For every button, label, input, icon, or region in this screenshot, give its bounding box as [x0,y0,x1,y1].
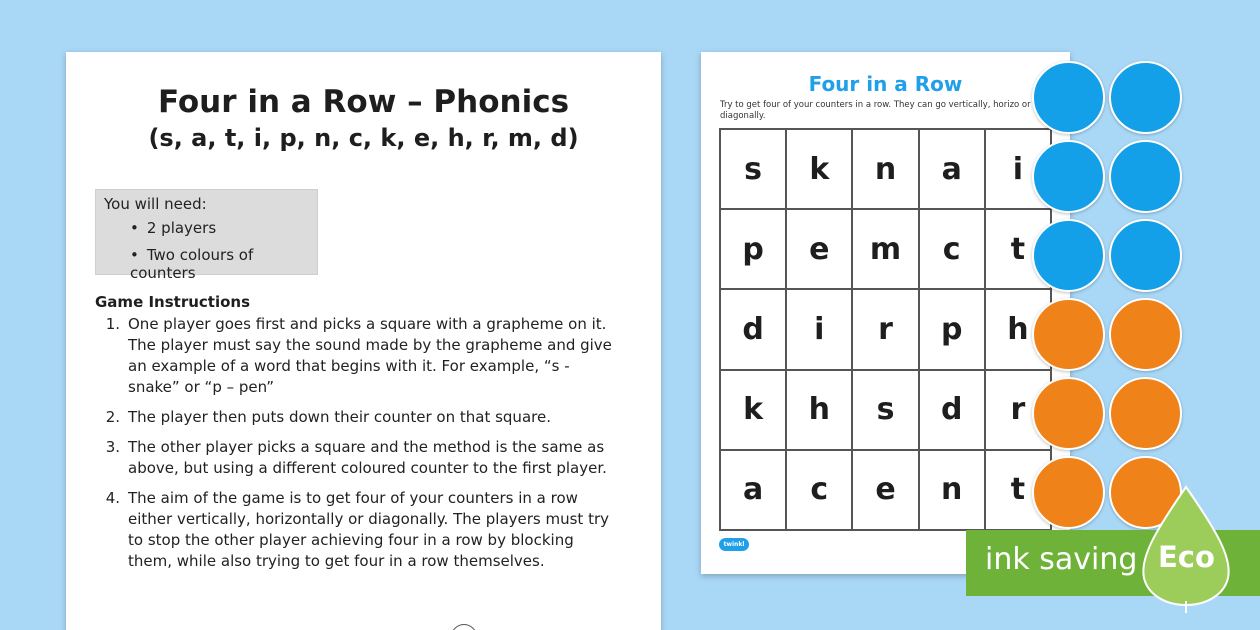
grid-cell[interactable]: t [985,209,1051,289]
instruction-step [95,314,620,398]
grid-cell[interactable]: s [852,370,918,450]
ink-saving-label: ink saving [985,542,1138,577]
grid-cell[interactable]: p [919,289,985,369]
grid-cell[interactable]: i [786,289,852,369]
grid-cell[interactable]: m [852,209,918,289]
grid-cell[interactable]: r [852,289,918,369]
blue-counter[interactable] [1032,219,1105,292]
grid-cell[interactable]: n [919,450,985,530]
need-list [130,219,309,282]
instructions-list [95,314,620,581]
orange-counter[interactable] [1032,377,1105,450]
grid-cell[interactable]: k [786,129,852,209]
instructions-sheet [66,52,661,630]
grid-cell[interactable]: h [786,370,852,450]
orange-counter[interactable] [1109,298,1182,371]
step-text: The other player picks a square and the method is the same as above, but using a different coloured counter to the first player. [128,438,607,477]
grid-cell[interactable]: p [720,209,786,289]
step-number: 3. [105,438,120,456]
orange-counter[interactable] [1109,377,1182,450]
circle-icon [451,624,477,630]
grid-cell[interactable]: n [852,129,918,209]
board-title: Four in a Row [808,72,963,96]
blue-counter[interactable] [1109,61,1182,134]
instruction-step [95,407,620,428]
grid-cell[interactable]: a [720,450,786,530]
footer-decoration [451,624,551,630]
grid-cell[interactable]: d [720,289,786,369]
step-number: 2. [105,408,120,426]
grid-cell[interactable]: d [919,370,985,450]
need-heading: You will need: [104,195,207,213]
instructions-heading: Game Instructions [95,293,251,311]
grid-cell[interactable]: e [852,450,918,530]
instruction-step [95,437,620,479]
grid-cell[interactable]: s [720,129,786,209]
step-text: The aim of the game is to get four of your counters in a row either vertically, horizontally or diagonally. The players must try to stop the other player achieving four in a row by blocking them, while also trying to get four in a row themselves. [128,489,609,570]
need-item: • 2 players [130,219,309,237]
step-number: 4. [105,489,120,507]
you-will-need-box [95,189,318,282]
letter-grid [719,128,1052,531]
board-instruction: Try to get four of your counters in a row. They can go vertically, horizo or diagonally. [720,100,1031,121]
blue-counter[interactable] [1109,140,1182,213]
grid-cell[interactable]: k [720,370,786,450]
orange-counter[interactable] [1032,456,1105,529]
orange-counter[interactable] [1032,298,1105,371]
blue-counter[interactable] [1032,61,1105,134]
step-text: One player goes first and picks a square with a grapheme on it. The player must say the sound made by the grapheme and give an example of a word that begins with it. For example, “s - snake” or “p – pen” [128,315,612,396]
grid-cell[interactable]: c [786,450,852,530]
blue-counter[interactable] [1032,140,1105,213]
grid-cell[interactable]: i [985,129,1051,209]
grid-cell[interactable]: c [919,209,985,289]
sheet-subtitle: (s, a, t, i, p, n, c, k, e, h, r, m, d) [148,124,579,152]
need-item: • Two colours of counters [130,246,309,282]
sheet-title: Four in a Row – Phonics [157,84,570,120]
grid-cell[interactable]: t [985,450,1051,530]
game-board-sheet [701,52,1070,574]
step-text: The player then puts down their counter on that square. [128,408,551,426]
eco-label: Eco [1158,540,1215,574]
grid-cell[interactable]: h [985,289,1051,369]
grid-cell[interactable]: r [985,370,1051,450]
grid-cell[interactable]: e [786,209,852,289]
grid-cell[interactable]: a [919,129,985,209]
instruction-step [95,488,620,572]
twinkl-logo-icon: twinkl [719,538,749,551]
step-number: 1. [105,315,120,333]
blue-counter[interactable] [1109,219,1182,292]
